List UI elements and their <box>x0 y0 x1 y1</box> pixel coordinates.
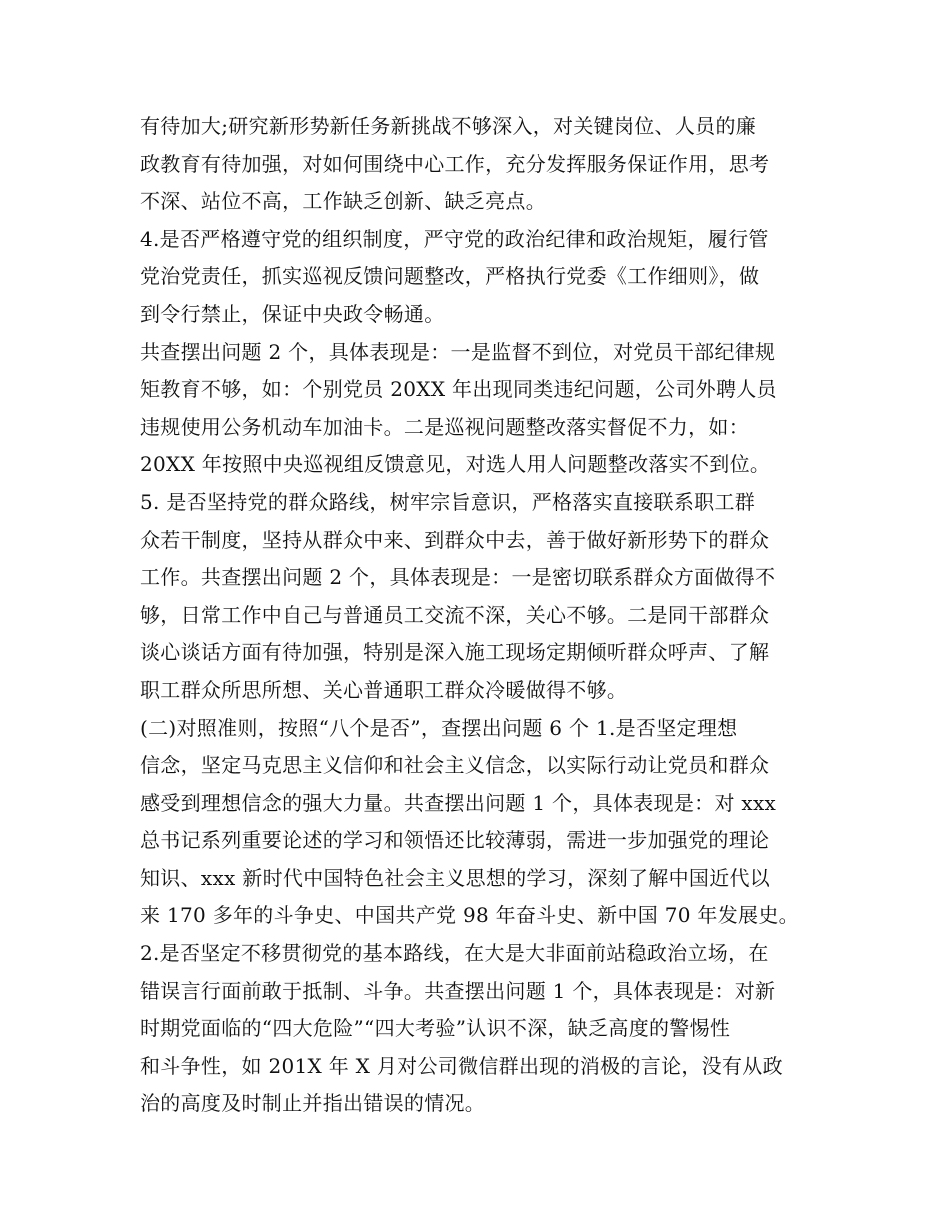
text-line: 治的高度及时制止并指出错误的情况。 <box>140 1091 486 1116</box>
text-line: 共查摆出问题 2 个，具体表现是：一是监督不到位，对党员干部纪律规 <box>140 339 776 364</box>
text-line: 不深、站位不高，工作缺乏创新、缺乏亮点。 <box>140 189 546 214</box>
text-line: 工作。共查摆出问题 2 个，具体表现是：一是密切联系群众方面做得不 <box>140 565 776 590</box>
text-line: 2.是否坚定不移贯彻党的基本路线，在大是大非面前站稳政治立场，在 <box>140 941 769 966</box>
text-line: 政教育有待加强，对如何围绕中心工作，充分发挥服务保证作用，思考 <box>140 151 770 176</box>
text-line: 党治党责任，抓实巡视反馈问题整改，严格执行党委《工作细则》，做 <box>140 264 760 289</box>
text-line: 有待加大;研究新形势新任务新挑战不够深入，对关键岗位、人员的廉 <box>140 114 757 138</box>
text-line: 谈心谈话方面有待加强，特别是深入施工现场定期倾听群众呼声、了解 <box>140 640 770 665</box>
text-line: 矩教育不够，如：个别党员 20XX 年出现同类违纪问题，公司外聘人员 <box>140 377 777 402</box>
text-line: 错误言行面前敢于抵制、斗争。共查摆出问题 1 个，具体表现是：对新 <box>140 978 776 1003</box>
text-line: 到令行禁止，保证中央政令畅通。 <box>140 301 445 326</box>
text-line: 总书记系列重要论述的学习和领悟还比较薄弱，需进一步加强党的理论 <box>140 828 770 853</box>
text-line: 5. 是否坚持党的群众路线，树牢宗旨意识，严格落实直接联系职工群 <box>140 489 756 514</box>
text-line: (二)对照准则，按照“八个是否”，查摆出问题 6 个 1.是否坚定理想 <box>140 715 738 740</box>
text-line: 违规使用公务机动车加油卡。二是巡视问题整改落实督促不力，如： <box>140 414 749 439</box>
text-line: 众若干制度，坚持从群众中来、到群众中去，善于做好新形势下的群众 <box>140 527 770 552</box>
text-line: 职工群众所思所想、关心普通职工群众冷暖做得不够。 <box>140 677 628 702</box>
text-line: 感受到理想信念的强大力量。共查摆出问题 1 个，具体表现是：对 xxx <box>140 790 777 815</box>
text-line: 信念，坚定马克思主义信仰和社会主义信念，以实际行动让党员和群众 <box>140 753 770 778</box>
text-line: 时期党面临的“四大危险”“四大考验”认识不深，缺乏高度的警惕性 <box>140 1016 731 1041</box>
text-line: 知识、xxx 新时代中国特色社会主义思想的学习，深刻了解中国近代以 <box>140 865 771 890</box>
text-line: 来 170 多年的斗争史、中国共产党 98 年奋斗史、新中国 70 年发展史。 <box>140 903 799 928</box>
text-line: 和斗争性，如 201X 年 X 月对公司微信群出现的消极的言论，没有从政 <box>140 1053 783 1078</box>
text-line: 4.是否严格遵守党的组织制度，严守党的政治纪律和政治规矩，履行管 <box>140 226 769 251</box>
text-line: 20XX 年按照中央巡视组反馈意见，对选人用人问题整改落实不到位。 <box>140 452 771 477</box>
text-line: 够，日常工作中自己与普通员工交流不深，关心不够。二是同干部群众 <box>140 602 770 627</box>
document-body <box>140 108 820 1123</box>
